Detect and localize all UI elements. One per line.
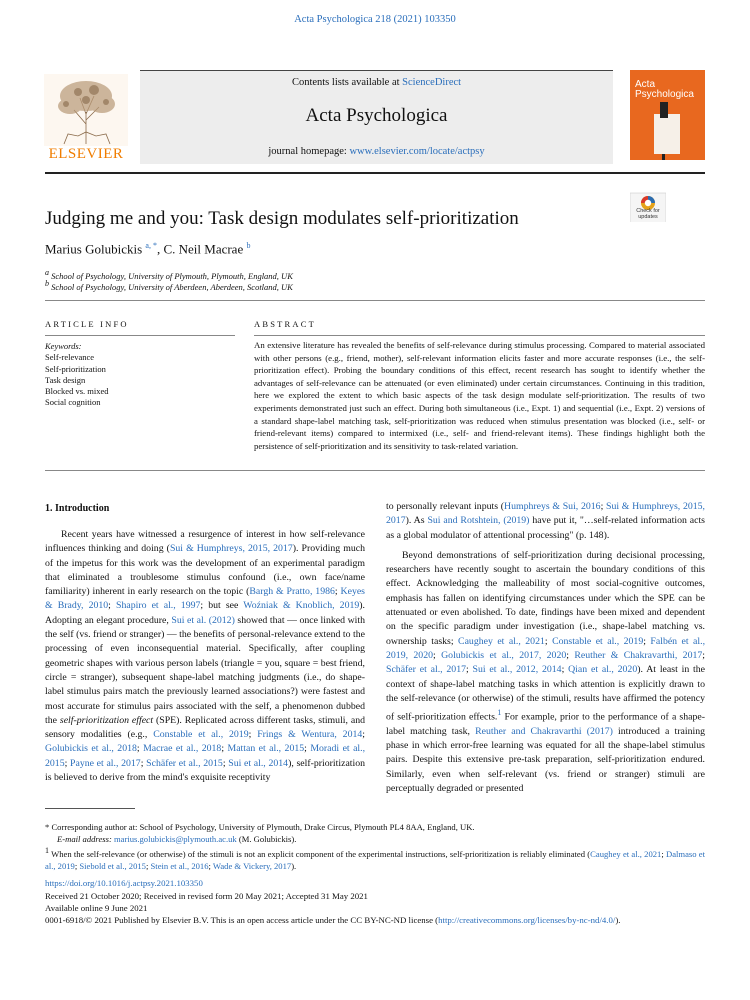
citation-link[interactable]: Constable et al., 2019 <box>552 635 644 647</box>
citation-link[interactable]: Reuther and Chakravarthi (2017) <box>475 725 613 737</box>
abstract-text: An extensive literature has revealed the benefits of self-relevance during stimulus processing. Compared to material associated with other persons (e.g., friend, mother), self-relevant information elicits faster and more accurate responses (i.e., the self-prioritization effect). Probing the boundary conditions of this effect, recent research has sought to identify whether the advantages of self-relevance can be attenuated (or even eliminated) under certain circumstances. Continuing in this tradition, here we explored the extent to which basic aspects of the task design modulate self-prioritization. The results of two experiments demonstrated just such an effect. During both simultaneous (i.e., Expt. 1) and sequential (i.e., Expt. 2) versions of a standard shape-label matching task, self-prioritization was reduced when stimulus presentation was blocked (i.e., self- or friend-relevant items) compared to intermixed (i.e., self- and friend-relevant items). These findings highlight both the persistence of self-prioritization and its sensitivity to task-related variation. <box>254 340 705 451</box>
citation-link[interactable]: Bargh & Pratto, 1986 <box>249 586 335 598</box>
paragraph: to personally relevant inputs (Humphreys & Sui, 2016; Sui & Humphreys, 2015, 2017). As Sui and Rotshtein, (2019) have put it, "…self-related information acts as a global modulator of attentional processing" (p. 148). <box>386 501 706 541</box>
keywords-heading: Keywords: <box>45 341 82 351</box>
citation-link[interactable]: Sui et al. (2012) <box>171 614 235 626</box>
citation-link[interactable]: Shapiro et al., 1997 <box>116 600 201 612</box>
citation-link[interactable]: Falbén et al., 2019, 2020 <box>386 635 706 661</box>
footnote-email: E-mail address: marius.golubickis@plymouth.ac.uk (M. Golubickis). <box>57 834 297 844</box>
footnote-rule <box>45 808 135 809</box>
abstract-rule <box>254 335 705 336</box>
citation-link[interactable]: Payne et al., 2017 <box>70 757 141 769</box>
citation-link[interactable]: Sui et al., 2014 <box>228 757 289 769</box>
citation-link[interactable]: Sui & Humphreys, 2015, 2017 <box>169 543 293 555</box>
cover-illustration-icon <box>630 102 705 160</box>
contents-line: Contents lists available at ScienceDirect <box>291 77 462 88</box>
citation-link[interactable]: Mattan et al., 2015 <box>227 743 305 755</box>
authors: Marius Golubickis $^{a, *}$, C. Neil Macrae $^b$ <box>45 241 251 257</box>
elsevier-tree-logo-icon <box>44 74 128 146</box>
citation-link[interactable]: Golubickis et al., 2017, 2020 <box>441 649 567 661</box>
body-column-left <box>45 528 365 785</box>
author-2-affiliation-marker[interactable]: b <box>246 241 251 250</box>
citation-link[interactable]: Caughey et al., 2021 <box>458 635 545 647</box>
article-info-label: ARTICLE INFO <box>45 319 129 329</box>
citation-link[interactable]: Dalmaso et al., 2019 <box>45 848 705 872</box>
citation-link[interactable]: Reuther & Chakravarthi, 2017 <box>574 649 703 661</box>
footnote-1: $^1$ When the self-relevance (or otherwise) of the stimuli is not an explicit component of the experimental instructions, self-prioritization is reliably eliminated (Caughey et al., 2021; Dalmaso et al., 2019; Siebold et al., 2015; Stein et al., 2016; Wade & Vickery, 2017). <box>45 846 705 872</box>
keyword-item: Self-relevance <box>45 352 95 363</box>
check-for-updates-label: Check for updates <box>636 208 660 220</box>
keyword-item: Blocked vs. mixed <box>45 386 109 397</box>
citation-link[interactable]: Golubickis et al., 2018 <box>45 743 137 755</box>
affiliation-a: $^a$ School of Psychology, University of Plymouth, Plymouth, England, UK <box>45 268 293 281</box>
homepage-line: journal homepage: www.elsevier.com/locate/actpsy <box>268 146 485 157</box>
title-rule <box>45 300 705 301</box>
citation-link[interactable]: Constable et al., 2019 <box>153 729 249 741</box>
author-1: Marius Golubickis <box>45 241 143 257</box>
keyword-item: Social cognition <box>45 397 101 408</box>
citation-link[interactable]: Moradi et al., 2015 <box>45 743 366 769</box>
affiliation-b: $^b$ School of Psychology, University of Aberdeen, Aberdeen, Scotland, UK <box>45 279 293 292</box>
keyword-item: Task design <box>45 374 86 385</box>
doi-link[interactable]: https://doi.org/10.1016/j.actpsy.2021.103350 <box>45 878 203 888</box>
citation-link[interactable]: Schäfer et al., 2015 <box>146 757 223 769</box>
citation-link[interactable]: Frings & Wentura, 2014 <box>257 729 363 741</box>
article-info-rule <box>45 335 235 336</box>
abstract-bottom-rule <box>45 470 705 471</box>
body-column-right <box>386 500 705 796</box>
citation-link[interactable]: Schäfer et al., 2017 <box>386 664 466 676</box>
author-1-affiliation-marker[interactable]: a, * <box>145 241 157 250</box>
citation-link[interactable]: Macrae et al., 2018 <box>143 743 222 755</box>
citation-link[interactable]: Keyes & Brady, 2010 <box>45 586 365 612</box>
header-rule <box>45 172 705 174</box>
citation-link[interactable]: Caughey et al., 2021 <box>590 848 662 859</box>
license-line: 0001-6918/© 2021 Published by Elsevier B.V. This is an open access article under the CC BY-NC-ND license (http://creativecommons.org/licenses/by-nc-nd/4.0/). <box>45 915 621 925</box>
journal-cover-image[interactable] <box>630 70 705 160</box>
footnote-marker[interactable]: 1 <box>497 708 502 718</box>
cover-title: Acta Psychologica <box>635 79 694 100</box>
citation-link[interactable]: Siebold et al., 2015 <box>79 861 146 872</box>
citation-link[interactable]: Qian et al., 2020 <box>568 664 638 676</box>
elsevier-wordmark: ELSEVIER <box>48 146 124 162</box>
paragraph: Recent years have witnessed a resurgence of interest in how self-relevance influences thinking and doing (Sui & Humphreys, 2015, 2017). Providing much of the impetus for this work was the development of an experimental paradigm that eliminated a troublesome stimulus confound (i.e., own face/name familiarity) inherent in early research on the topic (Bargh & Pratto, 1986; Keyes & Brady, 2010; Shapiro et al., 1997; but see Woźniak & Knoblich, 2019). Adopting an elegant procedure, Sui et al. (2012) showed that — once linked with the self (vs. friend or stranger) — the benefits of personal-relevance extend to the processing of even inconsequential material. Specifically, after coupling geometric shapes with various person labels (triangle = you, square = best friend, circle = stranger), subsequent shape-label matching judgments (i.e., do shape-label stimulus pairs match the previously learned associations?) were fastest and most accurate for stimulus pairs associated with the self, a phenomenon dubbed the self-prioritization effect (SPE). Replicated across different tasks, stimuli, and sensory modalities (e.g., Constable et al., 2019; Frings & Wentura, 2014; Golubickis et al., 2018; Macrae et al., 2018; Mattan et al., 2015; Moradi et al., 2015; Payne et al., 2017; Schäfer et al., 2015; Sui et al., 2014), self-prioritization is believed to derive from the mind's exquisite receptivity <box>45 529 366 784</box>
article-title: Judging me and you: Task design modulates self-prioritization <box>45 208 519 229</box>
email-link[interactable]: marius.golubickis@plymouth.ac.uk <box>113 834 237 844</box>
citation-link[interactable]: Humphreys & Sui, 2016 <box>504 501 601 512</box>
paragraph: Beyond demonstrations of self-prioritization during decisional processing, researchers have recently sought to ascertain the boundary conditions of this effect. Acknowledging the malleability of most social-cognitive outcomes, emphasis has fallen on identifying circumstances under which the SPE can be attenuated or even abolished. To date, findings have been mixed and dependent on the specific paradigm under investigation (i.e., shape-label matching vs. ownership tasks; Caughey et al., 2021; Constable et al., 2019; Falbén et al., 2019, 2020; Golubickis et al., 2017, 2020; Reuther & Chakravarthi, 2017; Schäfer et al., 2017; Sui et al., 2012, 2014; Qian et al., 2020). At least in the context of shape-label matching tasks in which attention is explicitly drawn to the self-relevance (or otherwise) of the stimuli, results have affirmed the potency of self-prioritization effects.$^1$ For example, prior to the performance of a shape-label matching task, Reuther and Chakravarthi (2017) introduced a training phase in which error-free learning was equated for all the shape-label stimulus pairs. Despite this extensive pre-task preparation, self-prioritization endured. Similarly, even when self-relevant (vs. friend or stranger) stimuli are perceptually degraded or presented <box>386 549 706 794</box>
citation-link[interactable]: Wade & Vickery, 2017 <box>212 861 292 872</box>
online-date: Available online 9 June 2021 <box>45 903 148 913</box>
journal-name: Acta Psychologica <box>305 105 448 126</box>
abstract-label: ABSTRACT <box>254 319 316 329</box>
article-dates: Received 21 October 2020; Received in revised form 20 May 2021; Accepted 31 May 2021 <box>45 891 368 901</box>
citation-link[interactable]: Woźniak & Knoblich, 2019 <box>243 600 360 612</box>
keyword-item: Self-prioritization <box>45 363 106 374</box>
section-heading-introduction: 1. Introduction <box>45 503 110 514</box>
keywords-list <box>45 341 235 409</box>
footnote-corresponding-author: * Corresponding author at: School of Psychology, University of Plymouth, Drake Circus, Plymouth PL4 8AA, England, UK. <box>45 822 475 832</box>
journal-homepage-link[interactable]: www.elsevier.com/locate/actpsy <box>349 146 485 157</box>
citation-link[interactable]: Sui & Humphreys, 2015, 2017 <box>386 501 706 527</box>
citation-link[interactable]: Sui and Rotshtein, (2019) <box>427 515 530 527</box>
sciencedirect-link[interactable]: ScienceDirect <box>402 77 462 88</box>
citation-link[interactable]: Stein et al., 2016 <box>150 861 209 872</box>
license-link[interactable]: http://creativecommons.org/licenses/by-nc-nd/4.0/ <box>438 915 616 925</box>
citation-link[interactable]: Sui et al., 2012, 2014 <box>472 664 562 676</box>
journal-reference-link[interactable]: Acta Psychologica 218 (2021) 103350 <box>294 14 456 25</box>
author-2: C. Neil Macrae <box>163 241 244 257</box>
